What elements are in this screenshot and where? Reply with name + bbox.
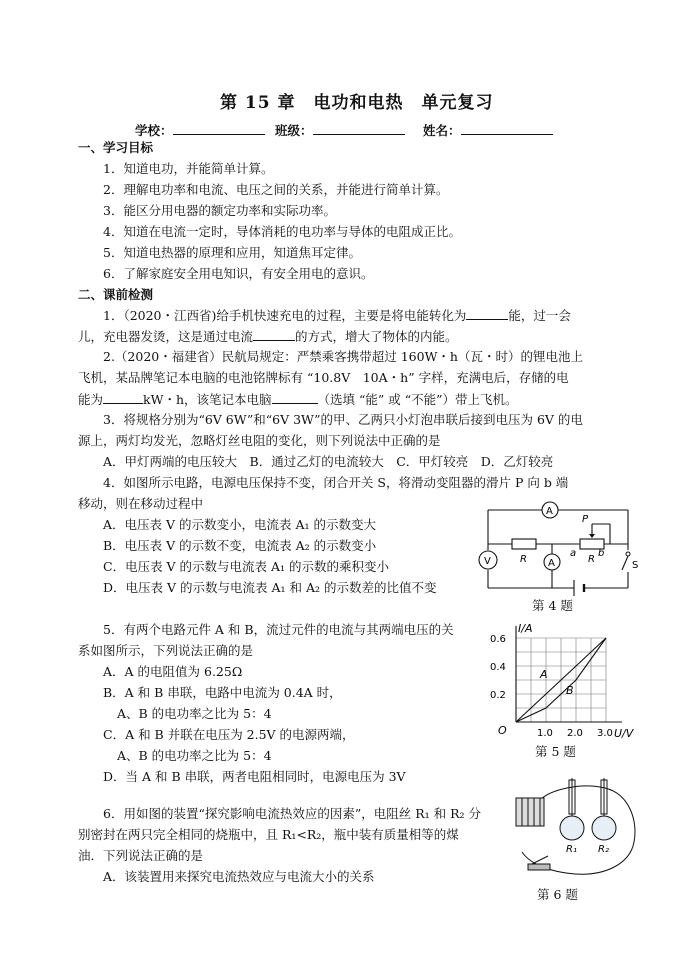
q4-option-c: C．电压表 V 的示数与电流表 A₁ 的示数的乘积变小 — [103, 559, 390, 574]
q1-blank2[interactable] — [253, 327, 295, 341]
q6-option-a: A．该装置用来探究电流热效应与电流大小的关系 — [103, 869, 375, 884]
section2-heading: 二、课前检测 — [78, 287, 154, 302]
x-tick-label: 3.0 — [597, 728, 613, 739]
voltmeter-label: V — [484, 556, 491, 567]
goal-item: 2．理解电功率和电流、电压之间的关系，并能进行简单计算。 — [103, 182, 449, 197]
q5-line2: 系如图所示，下列说法正确的是 — [78, 643, 254, 658]
goal-item: 4．知道在电流一定时，导体消耗的电功率与导体的电阻成正比。 — [103, 224, 461, 239]
y-tick-label: 0.2 — [490, 690, 506, 701]
q5-caption: 第 5 题 — [535, 744, 576, 759]
resistor-label: R — [520, 554, 527, 565]
series-a-label: A — [540, 668, 548, 681]
q4-line1: 4．如图所示电路，电源电压保持不变，闭合开关 S，将滑动变阻器的滑片 P 向 b 端 — [103, 475, 569, 490]
q5-line1: 5．有两个电路元件 A 和 B，流过元件的电流与其两端电压的关 — [103, 622, 454, 637]
q6-line2: 别密封在两只完全相同的烧瓶中，且 R₁<R₂，瓶中装有质量相等的煤 — [78, 827, 459, 842]
switch-s-label: S — [632, 560, 639, 571]
goal-item: 6．了解家庭安全用电知识，有安全用电的意识。 — [103, 266, 374, 281]
q4-option-d: D．电压表 V 的示数与电流表 A₁ 和 A₂ 的示数差的比值不变 — [103, 580, 437, 595]
ammeter-a2-label: A — [548, 558, 555, 569]
q6-line3: 油．下列说法正确的是 — [78, 848, 204, 863]
end-b-label: b — [598, 548, 605, 559]
q4-option-a: A．电压表 V 的示数变小，电流表 A₁ 的示数变大 — [103, 517, 376, 532]
q5-option-c1: C．A 和 B 并联在电压为 2.5V 的电源两端， — [103, 727, 355, 742]
q5-option-b2: A、B 的电功率之比为 5：4 — [117, 706, 272, 721]
x-tick-label: 1.0 — [537, 728, 553, 739]
q4-line2: 移动，则在移动过程中 — [78, 496, 204, 511]
school-blank[interactable] — [173, 121, 265, 135]
q4-circuit-diagram — [470, 500, 640, 600]
q3-line1: 3．将规格分别为“6V 6W”和“6V 3W”的甲、乙两只小灯泡串联后接到电压为 6V 的电 — [103, 412, 583, 427]
goal-item: 1．知道电功，并能简单计算。 — [103, 161, 274, 176]
class-blank[interactable] — [313, 121, 405, 135]
school-label: 学校： — [135, 123, 173, 138]
name-label: 姓名： — [423, 123, 461, 138]
r2-label: R₂ — [598, 844, 609, 855]
q5-option-d: D．当 A 和 B 串联，两者电阻相同时，电源电压为 3V — [103, 769, 406, 784]
name-blank[interactable] — [461, 121, 553, 135]
q5-option-a: A．A 的电阻值为 6.25Ω — [103, 664, 243, 679]
name-field — [423, 121, 553, 140]
q2-blank1[interactable] — [103, 390, 143, 404]
class-field — [275, 121, 405, 140]
q1-blank1[interactable] — [466, 306, 508, 320]
y-axis-label: I/A — [518, 622, 533, 635]
q1-line1: 1．（2020・江西省)给手机快速充电的过程，主要是将电能转化为 能，过一会 — [103, 308, 571, 323]
q5-iu-graph — [488, 622, 648, 742]
end-a-label: a — [570, 548, 577, 559]
goal-item: 5．知道电热器的原理和应用，知道焦耳定律。 — [103, 245, 361, 260]
x-tick-label: 2.0 — [567, 728, 583, 739]
ammeter-a-label: A — [546, 506, 553, 517]
x-axis-label: U/V — [614, 727, 634, 740]
q6-line1: 6．用如图的装置“探究影响电流热效应的因素”，电阻丝 R₁ 和 R₂ 分 — [103, 806, 481, 821]
q2-line1: 2.（2020・福建省）民航局规定：严禁乘客携带超过 160W・h（瓦・时）的锂电池上 — [103, 349, 583, 364]
q6-caption: 第 6 题 — [537, 887, 578, 902]
q3-line2: 源上，两灯均发光，忽略灯丝电阻的变化，则下列说法中正确的是 — [78, 433, 441, 448]
q4-caption: 第 4 题 — [532, 598, 573, 613]
q2-line2: 飞机，某品牌笔记本电脑的电池铭牌标有 “10.8V 10A・h” 字样，充满电后，存储的电 — [78, 370, 569, 385]
slider-p-label: P — [582, 514, 589, 525]
origin-label: O — [498, 724, 507, 737]
y-tick-label: 0.6 — [490, 634, 506, 645]
q2-blank2[interactable] — [272, 390, 318, 404]
r1-label: R₁ — [566, 844, 577, 855]
rheostat-label: R — [588, 554, 595, 565]
q5-option-c2: A、B 的电功率之比为 5：4 — [117, 748, 272, 763]
class-label: 班级： — [275, 123, 313, 138]
section1-heading: 一、学习目标 — [78, 140, 154, 155]
q2-line3: 能为 kW・h，该笔记本电脑 （选填 “能” 或 “不能”）带上飞机。 — [78, 392, 518, 407]
goal-item: 3．能区分用电器的额定功率和实际功率。 — [103, 203, 336, 218]
q5-option-b1: B．A 和 B 串联，电路中电流为 0.4A 时， — [103, 685, 342, 700]
q4-option-b: B．电压表 V 的示数不变，电流表 A₂ 的示数变小 — [103, 538, 377, 553]
q3-options: A．甲灯两端的电压较大 B．通过乙灯的电流较大 C．甲灯较亮 D．乙灯较亮 — [103, 454, 554, 469]
q6-apparatus-diagram — [510, 772, 640, 890]
page-title: 第 15 章 电功和电热 单元复习 — [220, 93, 494, 113]
school-field — [135, 121, 265, 140]
q1-line2: 儿，充电器发烫，这是通过电流 的方式，增大了物体的内能。 — [78, 329, 458, 344]
series-b-label: B — [566, 684, 574, 697]
y-tick-label: 0.4 — [490, 662, 506, 673]
